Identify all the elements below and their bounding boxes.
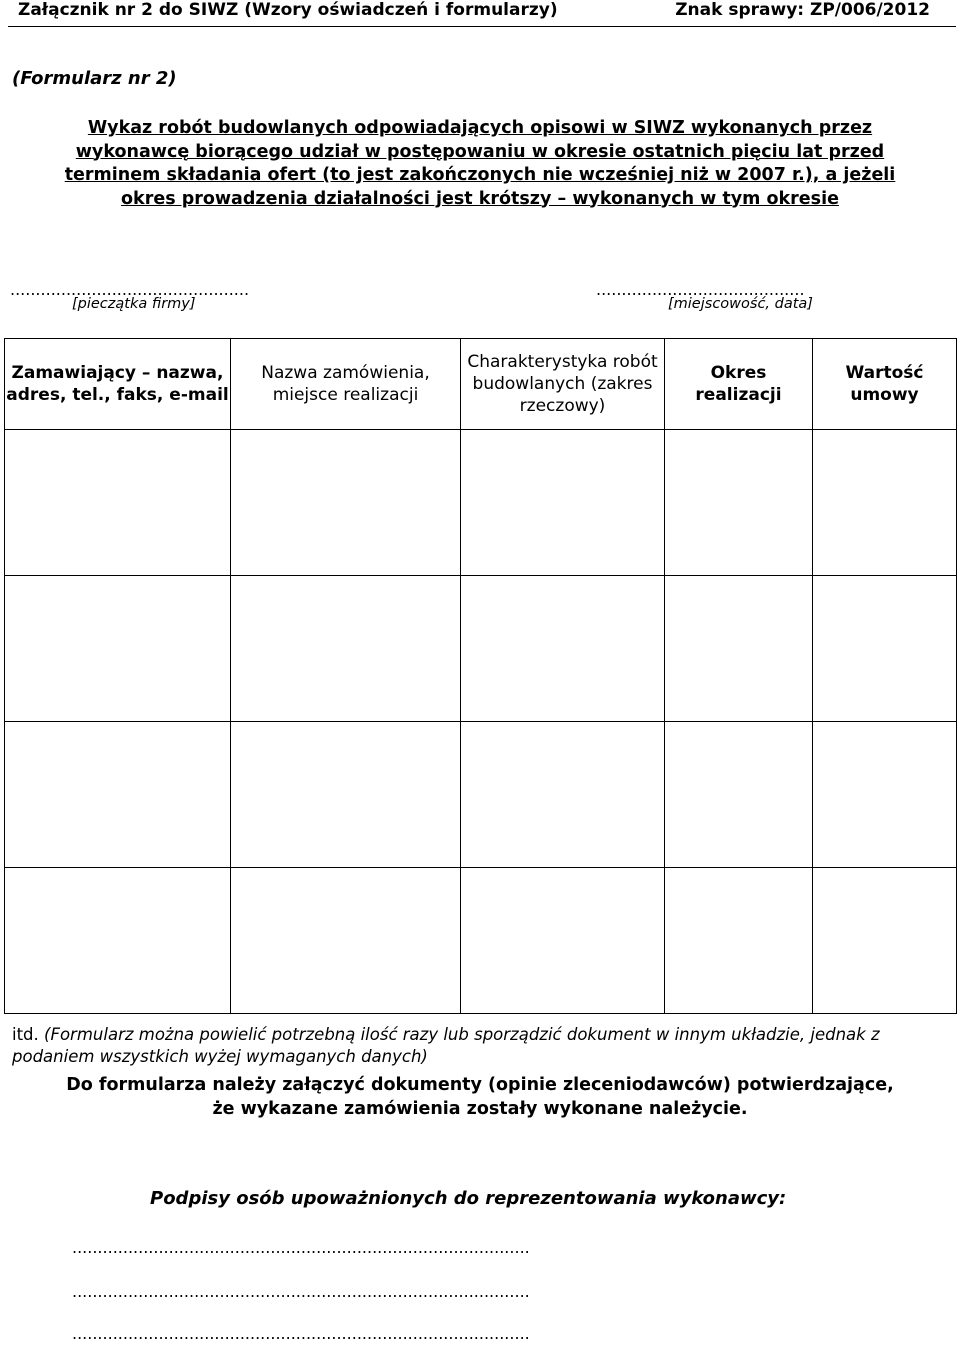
- table-row: [5, 576, 957, 722]
- table-cell[interactable]: [461, 868, 665, 1014]
- header-attachment-label: Załącznik nr 2 do SIWZ (Wzory oświadczeń i formularzy): [18, 0, 558, 20]
- table-cell[interactable]: [813, 430, 957, 576]
- table-row: [5, 722, 957, 868]
- table-cell[interactable]: [5, 430, 231, 576]
- signature-line-3[interactable]: ..........................................................................................: [72, 1324, 530, 1343]
- place-date-caption: [miejscowość, data]: [668, 296, 813, 312]
- table-cell[interactable]: [461, 576, 665, 722]
- col-header-characteristics: Charakterystyka robót budowlanych (zakres rzeczowy): [461, 339, 665, 430]
- table-row: [5, 868, 957, 1014]
- table-cell[interactable]: [665, 868, 813, 1014]
- col-header-period: Okres realizacji: [665, 339, 813, 430]
- stamp-dots[interactable]: ...............................................: [10, 280, 250, 299]
- table-cell[interactable]: [5, 576, 231, 722]
- table-header-row: [5, 339, 957, 430]
- note-text: (Formularz można powielić potrzebną ilość razy lub sporządzić dokument w innym układzie, jednak z podaniem wszystkich wyżej wymaganych danych): [12, 1025, 880, 1066]
- signatures-label: Podpisy osób upoważnionych do reprezentowania wykonawcy:: [150, 1188, 787, 1209]
- table-cell[interactable]: [461, 430, 665, 576]
- header-case-number: Znak sprawy: ZP/006/2012: [675, 0, 930, 20]
- table-cell[interactable]: [231, 868, 461, 1014]
- table-cell[interactable]: [5, 868, 231, 1014]
- table-cell[interactable]: [231, 722, 461, 868]
- title-line-2: wykonawcę biorącego udział w postępowaniu w okresie ostatnich pięciu lat przed: [75, 141, 885, 162]
- attachment-line-2: że wykazane zamówienia zostały wykonane należycie.: [212, 1098, 748, 1119]
- table-cell[interactable]: [665, 722, 813, 868]
- place-date-dots[interactable]: .........................................: [596, 280, 805, 299]
- table-cell[interactable]: [231, 576, 461, 722]
- table-row: [5, 430, 957, 576]
- table-cell[interactable]: [231, 430, 461, 576]
- form-number: (Formularz nr 2): [12, 68, 177, 89]
- table-cell[interactable]: [5, 722, 231, 868]
- title-line-4: okres prowadzenia działalności jest krótszy – wykonanych w tym okresie: [121, 188, 839, 209]
- table-cell[interactable]: [665, 576, 813, 722]
- works-table: [4, 338, 957, 1014]
- col-header-value: Wartość umowy: [813, 339, 957, 430]
- signature-line-1[interactable]: ..........................................................................................: [72, 1238, 530, 1257]
- col-header-order-name: Nazwa zamówienia, miejsce realizacji: [231, 339, 461, 430]
- table-cell[interactable]: [461, 722, 665, 868]
- title-line-1: Wykaz robót budowlanych odpowiadających opisowi w SIWZ wykonanych przez: [87, 118, 873, 138]
- table-cell[interactable]: [813, 576, 957, 722]
- attachment-instruction: [0, 1074, 960, 1121]
- note-itd: itd.: [12, 1025, 39, 1044]
- stamp-caption: [pieczątka firmy]: [72, 296, 196, 312]
- table-cell[interactable]: [813, 868, 957, 1014]
- attachment-line-1: Do formularza należy załączyć dokumenty (opinie zleceniodawców) potwierdzające,: [66, 1075, 894, 1095]
- title-line-3: terminem składania ofert (to jest zakończonych nie wcześniej niż w 2007 r.), a jeżeli: [64, 165, 896, 185]
- header-rule: [8, 26, 956, 27]
- document-title: [0, 117, 960, 211]
- table-cell[interactable]: [813, 722, 957, 868]
- col-header-client: Zamawiający – nazwa, adres, tel., faks, e-mail: [5, 339, 231, 430]
- page-header: [0, 0, 960, 25]
- table-cell[interactable]: [665, 430, 813, 576]
- form-note: [12, 1024, 952, 1068]
- signature-line-2[interactable]: ..........................................................................................: [72, 1282, 530, 1301]
